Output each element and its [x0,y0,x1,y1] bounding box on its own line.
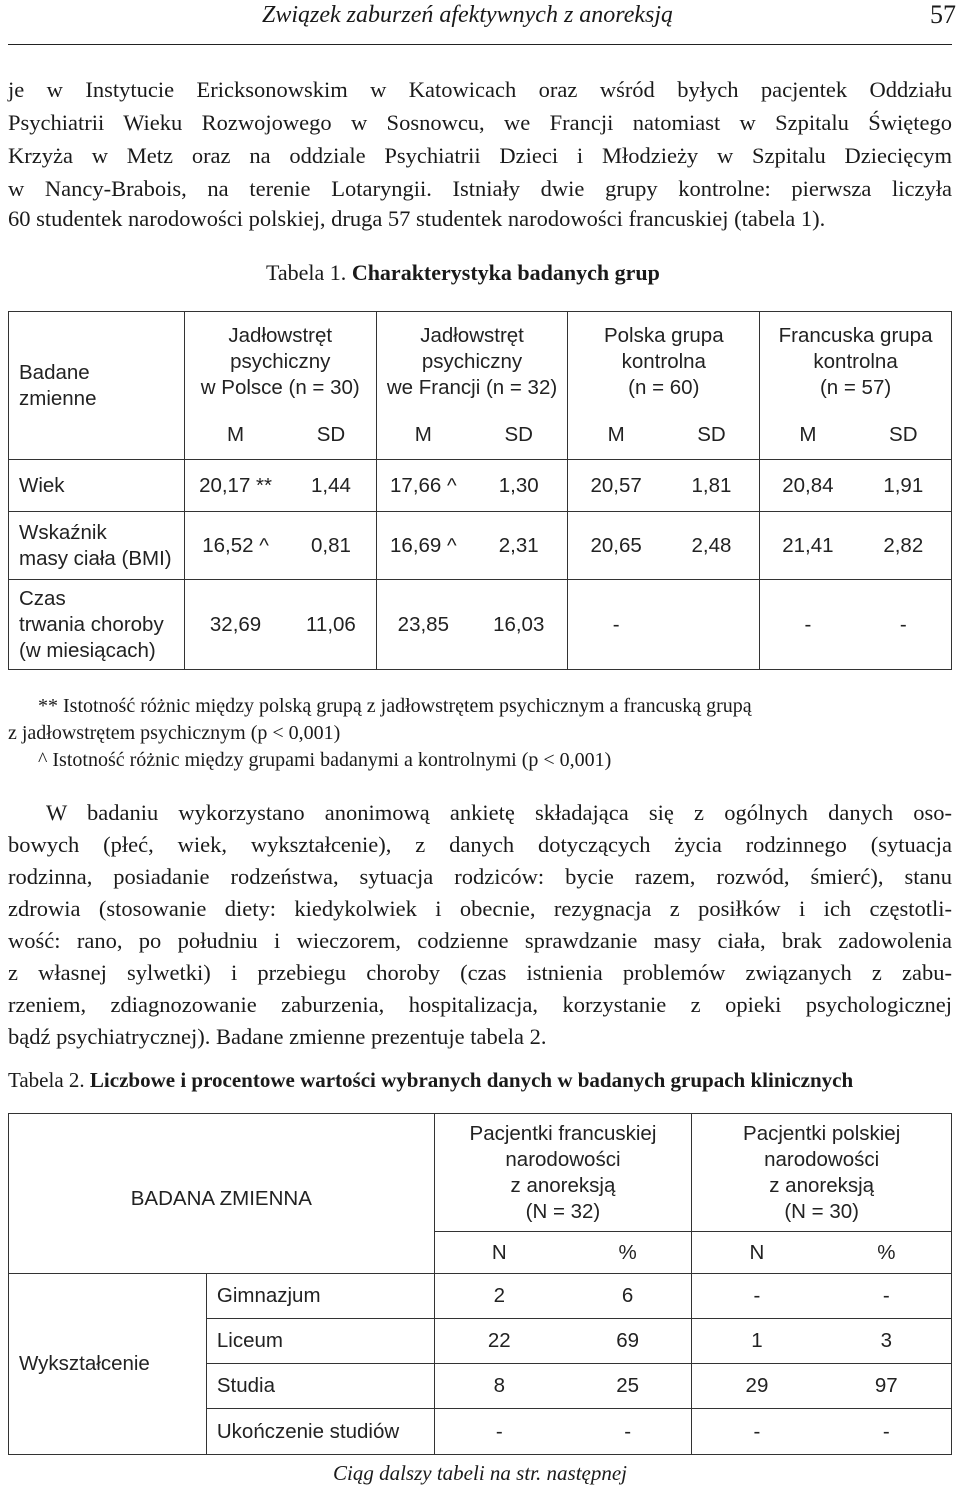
paragraph-line: Psychiatrii Wieku Rozwojowego w Sosnowcu, we Francji natomiast w Szpitalu Świętego [8,110,952,135]
group-header-line: kontrolna [621,349,706,373]
paragraph-line: bowych (płeć, wiek, wykształcenie), z danych dotyczących życia rodzinnego (sytuacja [8,832,952,857]
row-label: Wiek [9,460,185,512]
group-header-line: narodowości [764,1147,880,1171]
paragraph-line: bądź psychiatrycznej). Badane zmienne prezentuje tabela 2. [8,1024,547,1049]
table-cell: 1 [692,1319,822,1364]
row-label-line: Wskaźnik [19,520,107,544]
table-cell: 8 [434,1364,564,1409]
table-cell [664,580,760,670]
table-row [9,580,952,670]
paragraph-line: W badaniu wykorzystano anonimową ankietę składająca się z ogólnych danych oso- [46,800,952,825]
group-header-line: we Francji (n = 32) [386,375,558,399]
group-header-line: (N = 32) [525,1199,601,1223]
group-header-line: Polska grupa [603,323,724,347]
table-cell: 97 [822,1364,952,1409]
table-cell: 2,82 [856,512,952,580]
paragraph-line: rzeniem, zdiagnozowanie zaburzenia, hospitalizacja, korzystanie z opieki psychologicznej [8,992,952,1017]
group-header-line: Pacjentki polskiej [743,1121,901,1145]
table-cell: - [564,1409,692,1455]
table-2-corner-cell: BADANA ZMIENNA [9,1114,435,1274]
table-cell: 22 [434,1319,564,1364]
table-2 [8,1113,952,1455]
table-cell: - [760,580,856,670]
table-1-caption-prefix: Tabela 1. [266,260,347,285]
group-header-cell [434,1114,692,1232]
group-header-line: Jadłowstręt [228,323,333,347]
footnote-line: ^ Istotność różnic między grupami badanymi a kontrolnymi (p < 0,001) [38,749,612,771]
group-header-line: (n = 60) [628,375,700,399]
table-cell: 3 [822,1319,952,1364]
table-cell: 29 [692,1364,822,1409]
row-label: Ukończenie studiów [206,1409,434,1455]
table-2-group-header-row [9,1114,952,1232]
subheader-cell: M [760,412,856,460]
table-2-caption [8,1068,853,1093]
table-row [9,512,952,580]
table-cell: 32,69 [184,580,286,670]
group-header-cell [692,1114,952,1232]
subheader-cell: SD [664,412,760,460]
table-cell: 2,31 [470,512,568,580]
table-1-caption-title: Charakterystyka badanych grup [351,260,660,285]
row-label: Liceum [206,1319,434,1364]
table-cell: 6 [564,1274,692,1319]
table-cell: 1,30 [470,460,568,512]
subheader-cell: SD [856,412,952,460]
row-label: Studia [206,1364,434,1409]
table-1-caption [266,260,660,286]
group-header-line: (N = 30) [784,1199,859,1223]
group-header-cell [760,312,952,412]
table-row [9,460,952,512]
page-number: 57 [930,0,956,29]
row-label [9,512,185,580]
table-cell: 2 [434,1274,564,1319]
corner-label: zmienne [19,386,97,410]
table-cell: 11,06 [286,580,376,670]
table-cell: 1,91 [856,460,952,512]
row-label: Gimnazjum [206,1274,434,1319]
running-head: Związek zaburzeń afektywnych z anoreksją [262,2,674,28]
table-cell: 20,65 [568,512,664,580]
group-header-line: Pacjentki francuskiej [469,1121,657,1145]
subheader-cell: % [564,1232,692,1274]
table-cell: 17,66 ^ [376,460,470,512]
paragraph-line: rodzinna, posiadanie rodzeństwa, sytuacja rodziców: bycie razem, rozwód, śmierć), stanu [8,864,952,889]
corner-label: Badane [19,360,90,384]
group-header-line: kontrolna [813,349,898,373]
group-header-line: Jadłowstręt [420,323,524,347]
subheader-cell: SD [470,412,568,460]
table-cell: - [568,580,664,670]
subheader-cell: % [822,1232,952,1274]
paragraph-line: z własnej sylwetki) i przebiegu choroby (czas istnienia problemów związanych z zabu- [8,960,952,985]
row-label [9,580,185,670]
group-header-line: narodowości [505,1147,621,1171]
table-cell: 69 [564,1319,692,1364]
group-header-line: z anoreksją [510,1173,616,1197]
subheader-cell: SD [286,412,376,460]
group-header-cell [184,312,376,412]
subheader-cell: N [434,1232,564,1274]
table-cell: 2,48 [664,512,760,580]
footnote-line: ** Istotność różnic między polską grupą z jadłowstrętem psychicznym a francuską grupą [38,695,752,717]
table-cell: 1,81 [664,460,760,512]
category-cell: Wykształcenie [9,1274,207,1455]
table-cell: - [822,1274,952,1319]
table-cell: 20,84 [760,460,856,512]
table-2-caption-title: Liczbowe i procentowe wartości wybranych danych w badanych grupach klinicznych [89,1068,854,1092]
group-header-line: psychiczny [230,349,331,373]
row-label-line: Czas [19,586,66,610]
table-cell: - [822,1409,952,1455]
paragraph-line: Krzyża w Metz oraz na oddziale Psychiatrii Dzieci i Młodzieży w Szpitalu Dziecięcym [8,143,952,168]
subheader-cell: M [568,412,664,460]
table-cell: 20,17 ** [184,460,286,512]
row-label-line: (w miesiącach) [19,638,156,662]
table-cell: - [692,1274,822,1319]
paragraph-line: w Nancy-Brabois, na terenie Lotaryngii. Istniały dwie grupy kontrolne: pierwsza liczyła [8,176,952,201]
table-cell: 21,41 [760,512,856,580]
group-header-line: z anoreksją [769,1173,875,1197]
group-header-line: w Polsce (n = 30) [200,375,360,399]
table-2-caption-prefix: Tabela 2. [8,1068,85,1092]
group-header-cell [568,312,760,412]
continued-note: Ciąg dalszy tabeli na str. następnej [333,1461,627,1485]
subheader-cell: M [184,412,286,460]
group-header-line: Francuska grupa [778,323,933,347]
group-header-line: (n = 57) [819,375,892,399]
footnote-line: z jadłowstrętem psychicznym (p < 0,001) [8,722,341,744]
table-1 [8,311,952,670]
table-cell: 20,57 [568,460,664,512]
header-rule [8,44,952,45]
row-label-line: masy ciała (BMI) [19,546,172,570]
paragraph-line: je w Instytucie Ericksonowskim w Katowicach oraz wśród byłych pacjentek Oddziału [8,77,952,102]
subheader-cell: M [376,412,470,460]
group-header-line: psychiczny [421,349,523,373]
table-cell: 16,03 [470,580,568,670]
group-header-cell [376,312,568,412]
table-1-corner-cell [9,312,185,460]
paragraph-line: 60 studentek narodowości polskiej, druga 57 studentek narodowości francuskiej (tabela 1). [8,206,826,231]
table-cell: 16,69 ^ [376,512,470,580]
table-cell: 16,52 ^ [184,512,286,580]
table-cell: - [856,580,952,670]
table-cell: 23,85 [376,580,470,670]
table-cell: - [692,1409,822,1455]
row-label-line: trwania choroby [19,612,164,636]
table-cell: 1,44 [286,460,376,512]
paragraph-line: wość: rano, po południu i wieczorem, codzienne sprawdzanie masy ciała, brak zadowolenia [8,928,952,953]
table-cell: 0,81 [286,512,376,580]
table-row [9,1274,952,1319]
table-cell: - [434,1409,564,1455]
table-cell: 25 [564,1364,692,1409]
table-1-group-header-row [9,312,952,412]
paragraph-line: zdrowia (stosowanie diety: kiedykolwiek i obecnie, rezygnacja z posiłków i ich częstotli- [8,896,952,921]
subheader-cell: N [692,1232,822,1274]
